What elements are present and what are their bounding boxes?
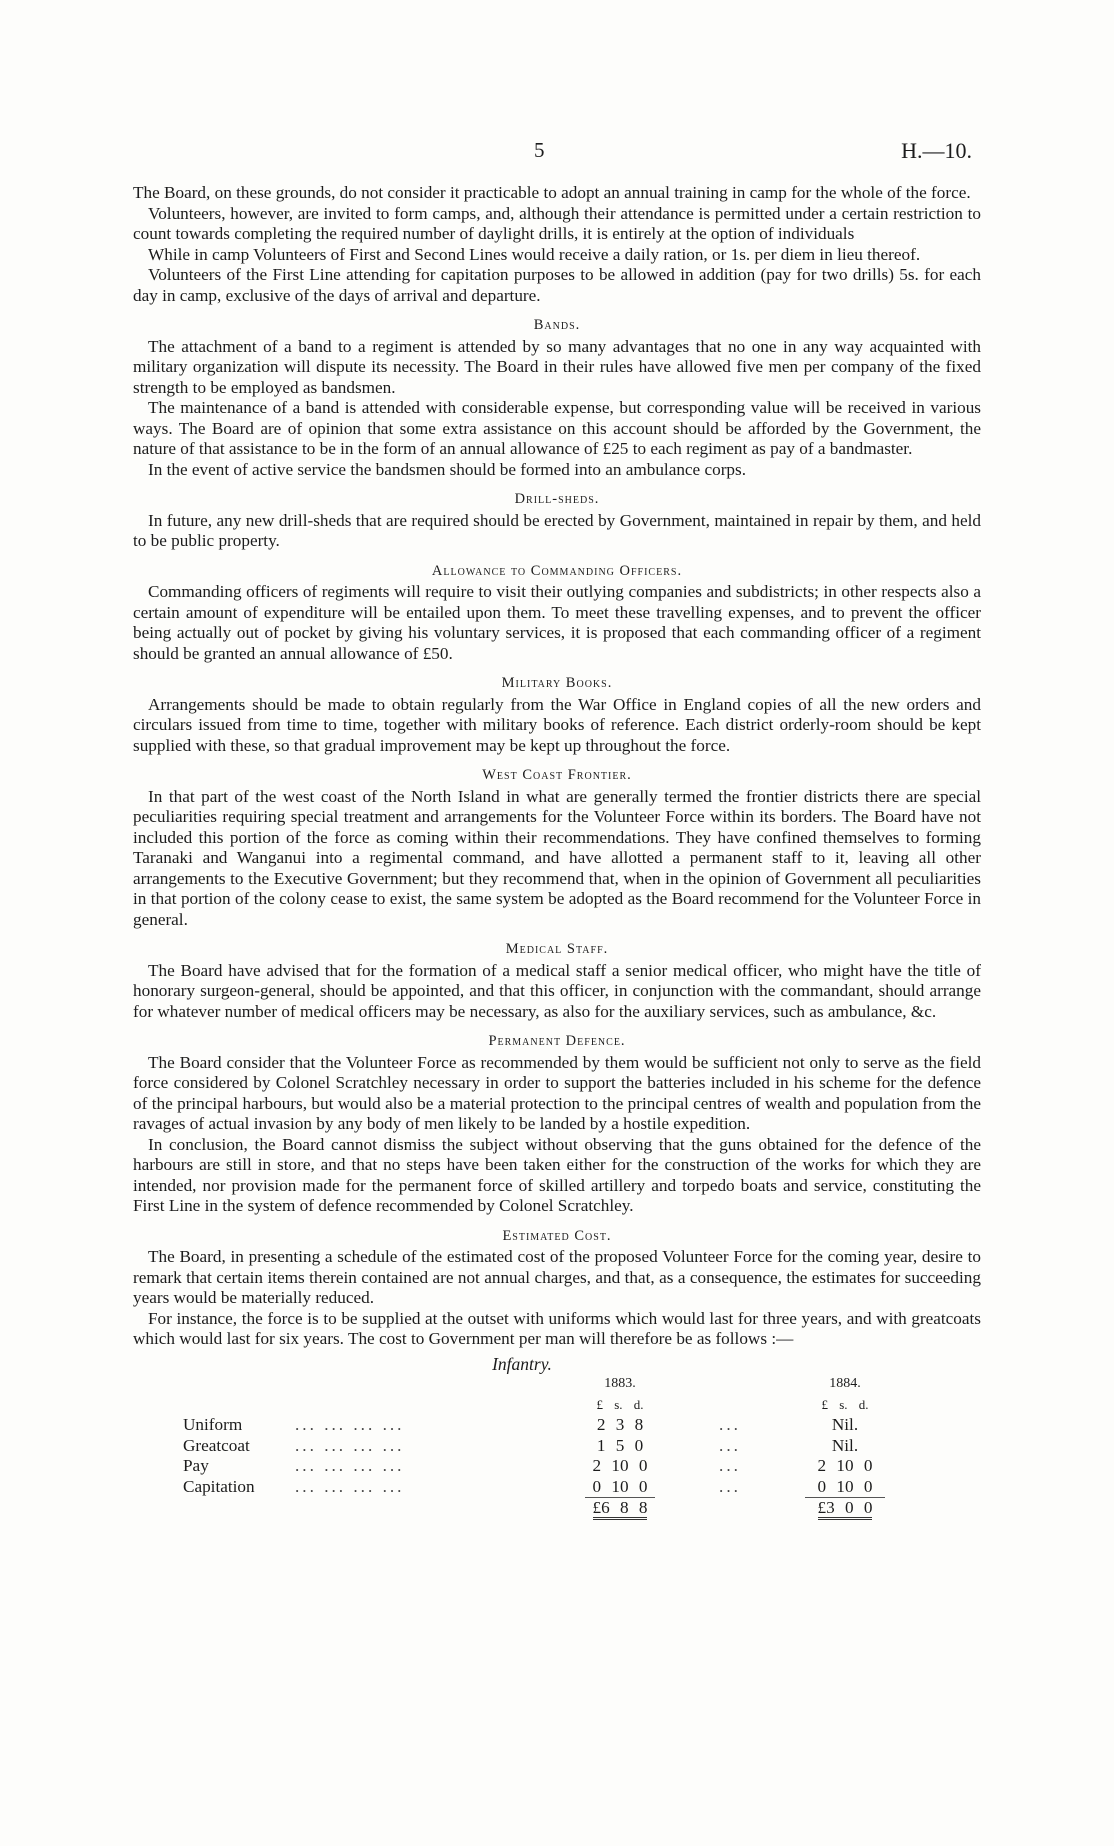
cost-table xyxy=(183,1374,885,1519)
section-heading-medical-staff: Medical Staff. xyxy=(505,941,609,957)
leader-dots: ... xyxy=(719,1415,741,1434)
leader-dots: ... ... ... ... xyxy=(295,1415,405,1434)
body-text xyxy=(133,183,981,1519)
value-1883: 2 3 8 xyxy=(596,1415,644,1434)
units-header: £ s. d. xyxy=(821,1396,869,1412)
table-row xyxy=(183,1415,885,1436)
paragraph: The maintenance of a band is attended with considerable expense, but corresponding value will be received in various ways. The Board are of opinion that some extra assistance on this account should be afforded by the Government, the nature of that assistance to be in the form of an annual allowance of £25 to each regiment as pay of a bandmaster. xyxy=(133,398,981,458)
leader-dots: ... xyxy=(719,1477,741,1496)
section-heading-allowance: Allowance to Commanding Officers. xyxy=(431,562,683,579)
paragraph: The Board, on these grounds, do not consider it practicable to adopt an annual training in camp for the whole of the force. xyxy=(133,183,971,202)
section-heading-military-books: Military Books. xyxy=(501,675,613,691)
total-1883: £6 8 8 xyxy=(593,1494,648,1520)
paragraph: In the event of active service the bandsmen should be formed into an ambulance corps. xyxy=(148,459,747,479)
paragraph: For instance, the force is to be supplied at the outset with uniforms which would last for three years, and with greatcoats which would last for six years. The cost to Government per man will therefore be as follows :— xyxy=(133,1308,981,1348)
table-row xyxy=(183,1436,885,1457)
paragraph: While in camp Volunteers of First and Second Lines would receive a daily ration, or 1s. per diem in lieu thereof. xyxy=(148,244,921,264)
paragraph: Volunteers, however, are invited to form camps, and, although their attendance is permitted under a certain restriction to count towards completing the required number of daylight drills, it is entirely at the option of individuals xyxy=(133,203,981,243)
value-1884: Nil. xyxy=(831,1435,859,1455)
leader-dots: ... ... ... ... xyxy=(295,1477,405,1496)
year-1884-header: 1884. xyxy=(829,1376,861,1391)
value-1883: 2 10 0 xyxy=(592,1456,648,1475)
leader-dots: ... ... ... ... xyxy=(295,1435,405,1455)
row-label: Pay xyxy=(183,1456,209,1475)
row-label: Capitation xyxy=(183,1477,255,1496)
table-row xyxy=(183,1477,885,1498)
value-1884: 2 10 0 xyxy=(817,1456,873,1475)
section-heading-permanent-defence: Permanent Defence. xyxy=(488,1033,626,1049)
section-heading-bands: Bands. xyxy=(533,317,581,333)
paragraph: The Board, in presenting a schedule of the estimated cost of the proposed Volunteer Force for the coming year, desire to remark that certain items therein contained are not annual charges, and that, as a consequence, the estimates for succeeding years would be materially reduced. xyxy=(133,1247,981,1307)
value-1884: 0 10 0 xyxy=(817,1476,873,1496)
total-1884: £3 0 0 xyxy=(818,1494,873,1520)
leader-dots: ... xyxy=(719,1456,741,1475)
page-number: 5 xyxy=(534,138,545,162)
table-row xyxy=(183,1456,885,1477)
paragraph: Commanding officers of regiments will require to visit their outlying companies and subdistricts; in other respects also a certain amount of expenditure will be entailed upon them. To meet these travelling expenses, and to prevent the officer being actually out of pocket by giving his voluntary services, it is proposed that each commanding officer of a regiment should be granted an annual allowance of £50. xyxy=(133,582,981,663)
cost-table-title: Infantry. xyxy=(492,1353,552,1374)
paragraph: The Board have advised that for the formation of a medical staff a senior medical officer, who might have the title of honorary surgeon-general, should be appointed, and that this officer, in conjunction with the commandant, should arrange for whatever number of medical officers may be necessary, as also for the auxiliary services, such as ambulance, &c. xyxy=(133,960,981,1021)
section-heading-west-coast: West Coast Frontier. xyxy=(482,767,632,783)
paragraph: The Board consider that the Volunteer Force as recommended by them would be sufficient not only to serve as the field force considered by Colonel Scratchley necessary in order to support the batteries included in his scheme for the defence of the principal harbours, but would also be a material protection to the principal centres of wealth and population from the ravages of actual invasion by any body of men likely to be landed by a hostile expedition. xyxy=(133,1052,981,1133)
document-code: H.—10. xyxy=(901,138,972,163)
section-heading-drill-sheds: Drill-sheds. xyxy=(514,491,600,507)
value-1883: 1 5 0 xyxy=(596,1435,644,1455)
row-label: Greatcoat xyxy=(183,1435,250,1455)
units-header: £ s. d. xyxy=(596,1396,644,1412)
paragraph: In conclusion, the Board cannot dismiss the subject without observing that the guns obtained for the defence of the harbours are still in store, and that no steps have been taken either for the construction of the works for which they are intended, nor provision made for the permanent force of skilled artillery and torpedo boats and service, constituting the First Line in the system of defence recommended by Colonel Scratchley. xyxy=(133,1134,981,1215)
value-1884: Nil. xyxy=(831,1415,859,1434)
year-1883-header: 1883. xyxy=(604,1376,636,1391)
section-heading-estimated-cost: Estimated Cost. xyxy=(502,1227,612,1244)
paragraph: In that part of the west coast of the North Island in what are generally termed the frontier districts there are special peculiarities requiring special treatment and arrangements for the Volunteer Force within its borders. The Board have not included this portion of the force as coming within their recommendations. They have confined themselves to forming Taranaki and Wanganui into a regimental command, and have allotted a permanent staff to it, leaving all other arrangements to the Executive Government; but they recommend that, when in the opinion of Government all peculiarities in that portion of the colony cease to exist, the same system be adopted as the Board recommend for the Volunteer Force in general. xyxy=(133,786,981,929)
paragraph: Arrangements should be made to obtain regularly from the War Office in England copies of all the new orders and circulars issued from time to time, together with military books of reference. Each district orderly-room should be kept supplied with these, so that gradual improvement may be kept up throughout the force. xyxy=(133,694,981,755)
leader-dots: ... ... ... ... xyxy=(295,1456,405,1475)
leader-dots: ... xyxy=(719,1435,741,1455)
paragraph: The attachment of a band to a regiment is attended by so many advantages that no one in any way acquainted with military organization will dispute its necessity. The Board in their rules have allowed five men per company of the fixed strength to be employed as bandsmen. xyxy=(133,336,981,397)
value-1883: 0 10 0 xyxy=(592,1476,648,1496)
paragraph: Volunteers of the First Line attending for capitation purposes to be allowed in addition (pay for two drills) 5s. for each day in camp, exclusive of the days of arrival and departure. xyxy=(133,265,981,305)
row-label: Uniform xyxy=(183,1415,243,1434)
total-row xyxy=(183,1498,885,1519)
paragraph: In future, any new drill-sheds that are required should be erected by Government, maintained in repair by them, and held to be public property. xyxy=(133,510,981,550)
